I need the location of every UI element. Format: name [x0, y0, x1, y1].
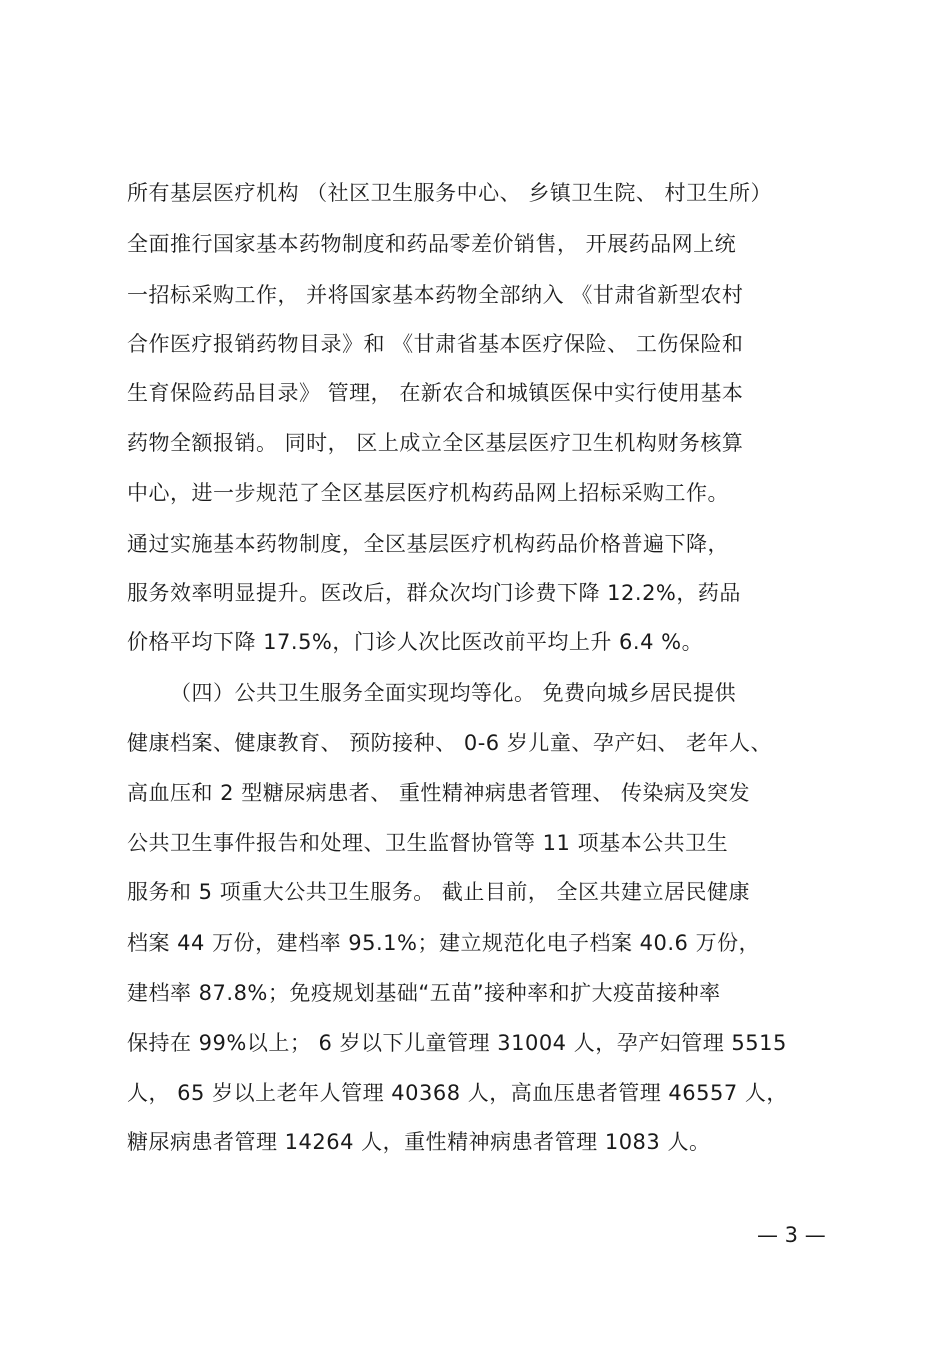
text-line: 人， 65 岁以上老年人管理 40368 人，高血压患者管理 46557 人， — [127, 1081, 788, 1105]
text-line: 档案 44 万份，建档率 95.1%；建立规范化电子档案 40.6 万份， — [127, 931, 761, 955]
page-number: — 3 — — [757, 1223, 826, 1247]
text-line: 全面推行国家基本药物制度和药品零差价销售， 开展药品网上统 — [127, 232, 737, 256]
text-line: 一招标采购工作， 并将国家基本药物全部纳入 《甘肃省新型农村 — [127, 283, 744, 307]
text-line: 服务和 5 项重大公共卫生服务。 截止目前， 全区共建立居民健康 — [127, 880, 751, 904]
text-line: 通过实施基本药物制度，全区基层医疗机构药品价格普遍下降， — [127, 532, 729, 556]
section-heading-line: （四）公共卫生服务全面实现均等化。 免费向城乡居民提供 — [170, 681, 737, 705]
text-line: 服务效率明显提升。医改后，群众次均门诊费下降 12.2%，药品 — [127, 581, 741, 605]
text-line: 合作医疗报销药物目录》和 《甘肃省基本医疗保险、 工伤保险和 — [127, 332, 744, 356]
text-line: 健康档案、健康教育、 预防接种、 0-6 岁儿童、孕产妇、 老年人、 — [127, 731, 772, 755]
text-line: 保持在 99%以上； 6 岁以下儿童管理 31004 人，孕产妇管理 5515 — [127, 1031, 787, 1055]
text-line: 价格平均下降 17.5%，门诊人次比医改前平均上升 6.4 %。 — [127, 630, 704, 654]
text-line: 高血压和 2 型糖尿病患者、 重性精神病患者管理、 传染病及突发 — [127, 781, 751, 805]
text-line: 公共卫生事件报告和处理、卫生监督协管等 11 项基本公共卫生 — [127, 831, 729, 855]
text-line: 中心，进一步规范了全区基层医疗机构药品网上招标采购工作。 — [127, 481, 729, 505]
text-line: 糖尿病患者管理 14264 人，重性精神病患者管理 1083 人。 — [127, 1130, 711, 1154]
text-line: 药物全额报销。 同时， 区上成立全区基层医疗卫生机构财务核算 — [127, 431, 744, 455]
text-line: 建档率 87.8%；免疫规划基础“五苗”接种率和扩大疫苗接种率 — [127, 981, 721, 1005]
text-line: 所有基层医疗机构 （社区卫生服务中心、 乡镇卫生院、 村卫生所） — [127, 181, 773, 205]
text-line: 生育保险药品目录》 管理， 在新农合和城镇医保中实行使用基本 — [127, 381, 744, 405]
